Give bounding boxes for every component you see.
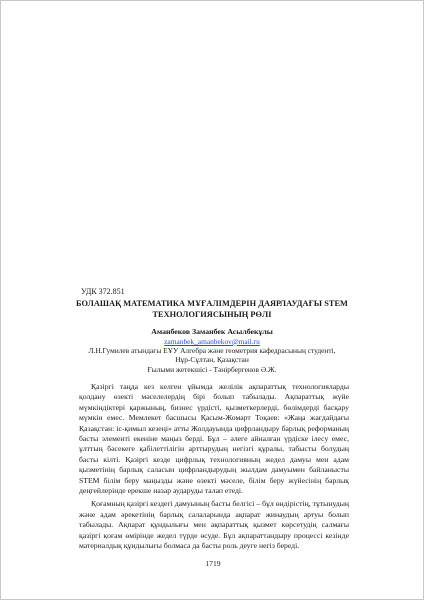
- paper-title-line-1: БОЛАШАҚ МАТЕМАТИКА МҰҒАЛІМДЕРІН ДАЯРЛАУДАҒЫ STEM: [76, 299, 348, 308]
- author-block: [57, 327, 367, 374]
- author-location: Нұр-Сұлтан, Қазақстан: [175, 355, 249, 365]
- udc-code: УДК 372.851: [81, 287, 125, 296]
- author-supervisor: Ғылыми жетекшісі - Тәнірбергенов Ә.Ж.: [147, 364, 277, 374]
- paper-title: [59, 298, 365, 320]
- paper-title-line-2: ТЕХНОЛОГИЯСЫНЫҢ РӨЛІ: [152, 310, 272, 319]
- body-text: [79, 382, 349, 555]
- body-paragraph-1: Қазіргі таңда кез келген ұйымда желілік ақпараттық технологияларды қолдану өзекті мәселелердің бірі болып табылады. Ақпараттық жүйе мүмкіндіктері қаржының, бизнес үрдісті, қызметкерлерді, бөлімдерді басқару мүмкін емес. Мемлекет басшысы Қасым-Жомарт Тоқаев: «Жаңа жағдайдағы Қазақстан: іс-қимыл кезеңі» атты Жолдауында цифрландыру барлық реформаның басты элементі екеніне маңыз берді. Бұл – әлеге айналған үрдіске ілесу емес, ұлттың бәсекеге қабілеттілігін арттырудың негізгі құралы, табысты болудың басты кілті. Қазіргі кезде цифрлық технологияның жедел дамуы мен адам қызметінің барлық саласын цифрландырудың жылдам дамуымен байланысты STEM білім беру маңызды және өзекті мәселе, білім беру жүйесінің барлық деңгейлерінде ерекше назар аударуды талап етеді.: [79, 382, 349, 496]
- body-paragraph-2: Қоғамның қазіргі кездегі дамуының басты белгісі – бұл өндірістің, тұтынудың және адам әрекетінің барлық салаларында ақпарат жинаудың артуы болып табылады. Ақпарат құндылығы мен ақпараттық қызмет көрсетудің салмағы қазіргі қоғам өмірінде жедел түрде өсуде. Бұл ақпараттандыру процессі кезінде материалдық құндылығы болмаса да басты роль деуге негіз береді.: [79, 499, 349, 551]
- author-name: Аманбеков Заманбек Асылбекұлы: [151, 327, 273, 336]
- page-number: 1719: [205, 559, 221, 568]
- author-email-link[interactable]: zamanbek_amanbekov@mail.ru: [164, 336, 260, 346]
- author-affiliation: Л.Н.Гумилев атындағы ЕҰУ Алгебра және геометрия кафедрасының студенті,: [88, 346, 336, 356]
